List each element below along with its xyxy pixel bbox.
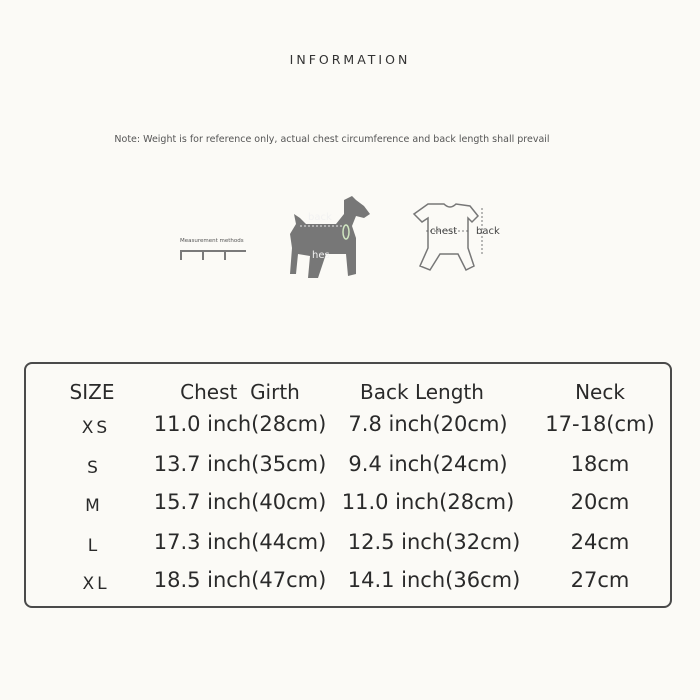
dog-silhouette-icon: [286, 194, 376, 284]
table-row-xl-size: XL: [82, 574, 110, 594]
dog-back-label: back: [308, 212, 332, 223]
header-back-length: Back Length: [360, 380, 484, 404]
table-row-s-back: 9.4 inch(24cm): [348, 452, 508, 476]
table-row-l-size: L: [87, 536, 101, 556]
shirt-outline-icon: [404, 200, 504, 280]
table-row-xs-size: XS: [81, 418, 111, 438]
header-chest-girth: Chest Girth: [180, 380, 300, 404]
measurement-methods-label: Measurement methods: [180, 238, 244, 244]
size-chart-table: [24, 362, 672, 608]
measurement-ruler-icon: [180, 250, 246, 258]
table-row-m-back: 11.0 inch(28cm): [341, 490, 515, 514]
header-size: SIZE: [69, 380, 115, 404]
header-neck: Neck: [575, 380, 625, 404]
table-row-xs-chest: 11.0 inch(28cm): [153, 412, 327, 436]
table-row-xs-back: 7.8 inch(20cm): [348, 412, 508, 436]
table-row-xs-neck: 17-18(cm): [545, 412, 655, 436]
table-row-m-neck: 20cm: [570, 490, 630, 514]
table-row-xl-back: 14.1 inch(36cm): [347, 568, 521, 592]
reference-note: Note: Weight is for reference only, actual chest circumference and back length shall prevail: [114, 134, 550, 145]
table-row-s-size: S: [87, 458, 101, 478]
table-row-m-chest: 15.7 inch(40cm): [153, 490, 327, 514]
table-row-s-chest: 13.7 inch(35cm): [153, 452, 327, 476]
table-row-l-back: 12.5 inch(32cm): [347, 530, 521, 554]
table-row-xl-chest: 18.5 inch(47cm): [153, 568, 327, 592]
table-row-xl-neck: 27cm: [570, 568, 630, 592]
page-title: INFORMATION: [289, 52, 411, 67]
shirt-chest-label: chest: [430, 226, 458, 237]
table-row-m-size: M: [85, 496, 103, 516]
table-row-l-chest: 17.3 inch(44cm): [153, 530, 327, 554]
measurement-methods: [180, 238, 252, 258]
dog-chest-label: hes: [312, 250, 330, 261]
table-row-s-neck: 18cm: [570, 452, 630, 476]
shirt-back-label: back: [476, 226, 500, 237]
table-row-l-neck: 24cm: [570, 530, 630, 554]
